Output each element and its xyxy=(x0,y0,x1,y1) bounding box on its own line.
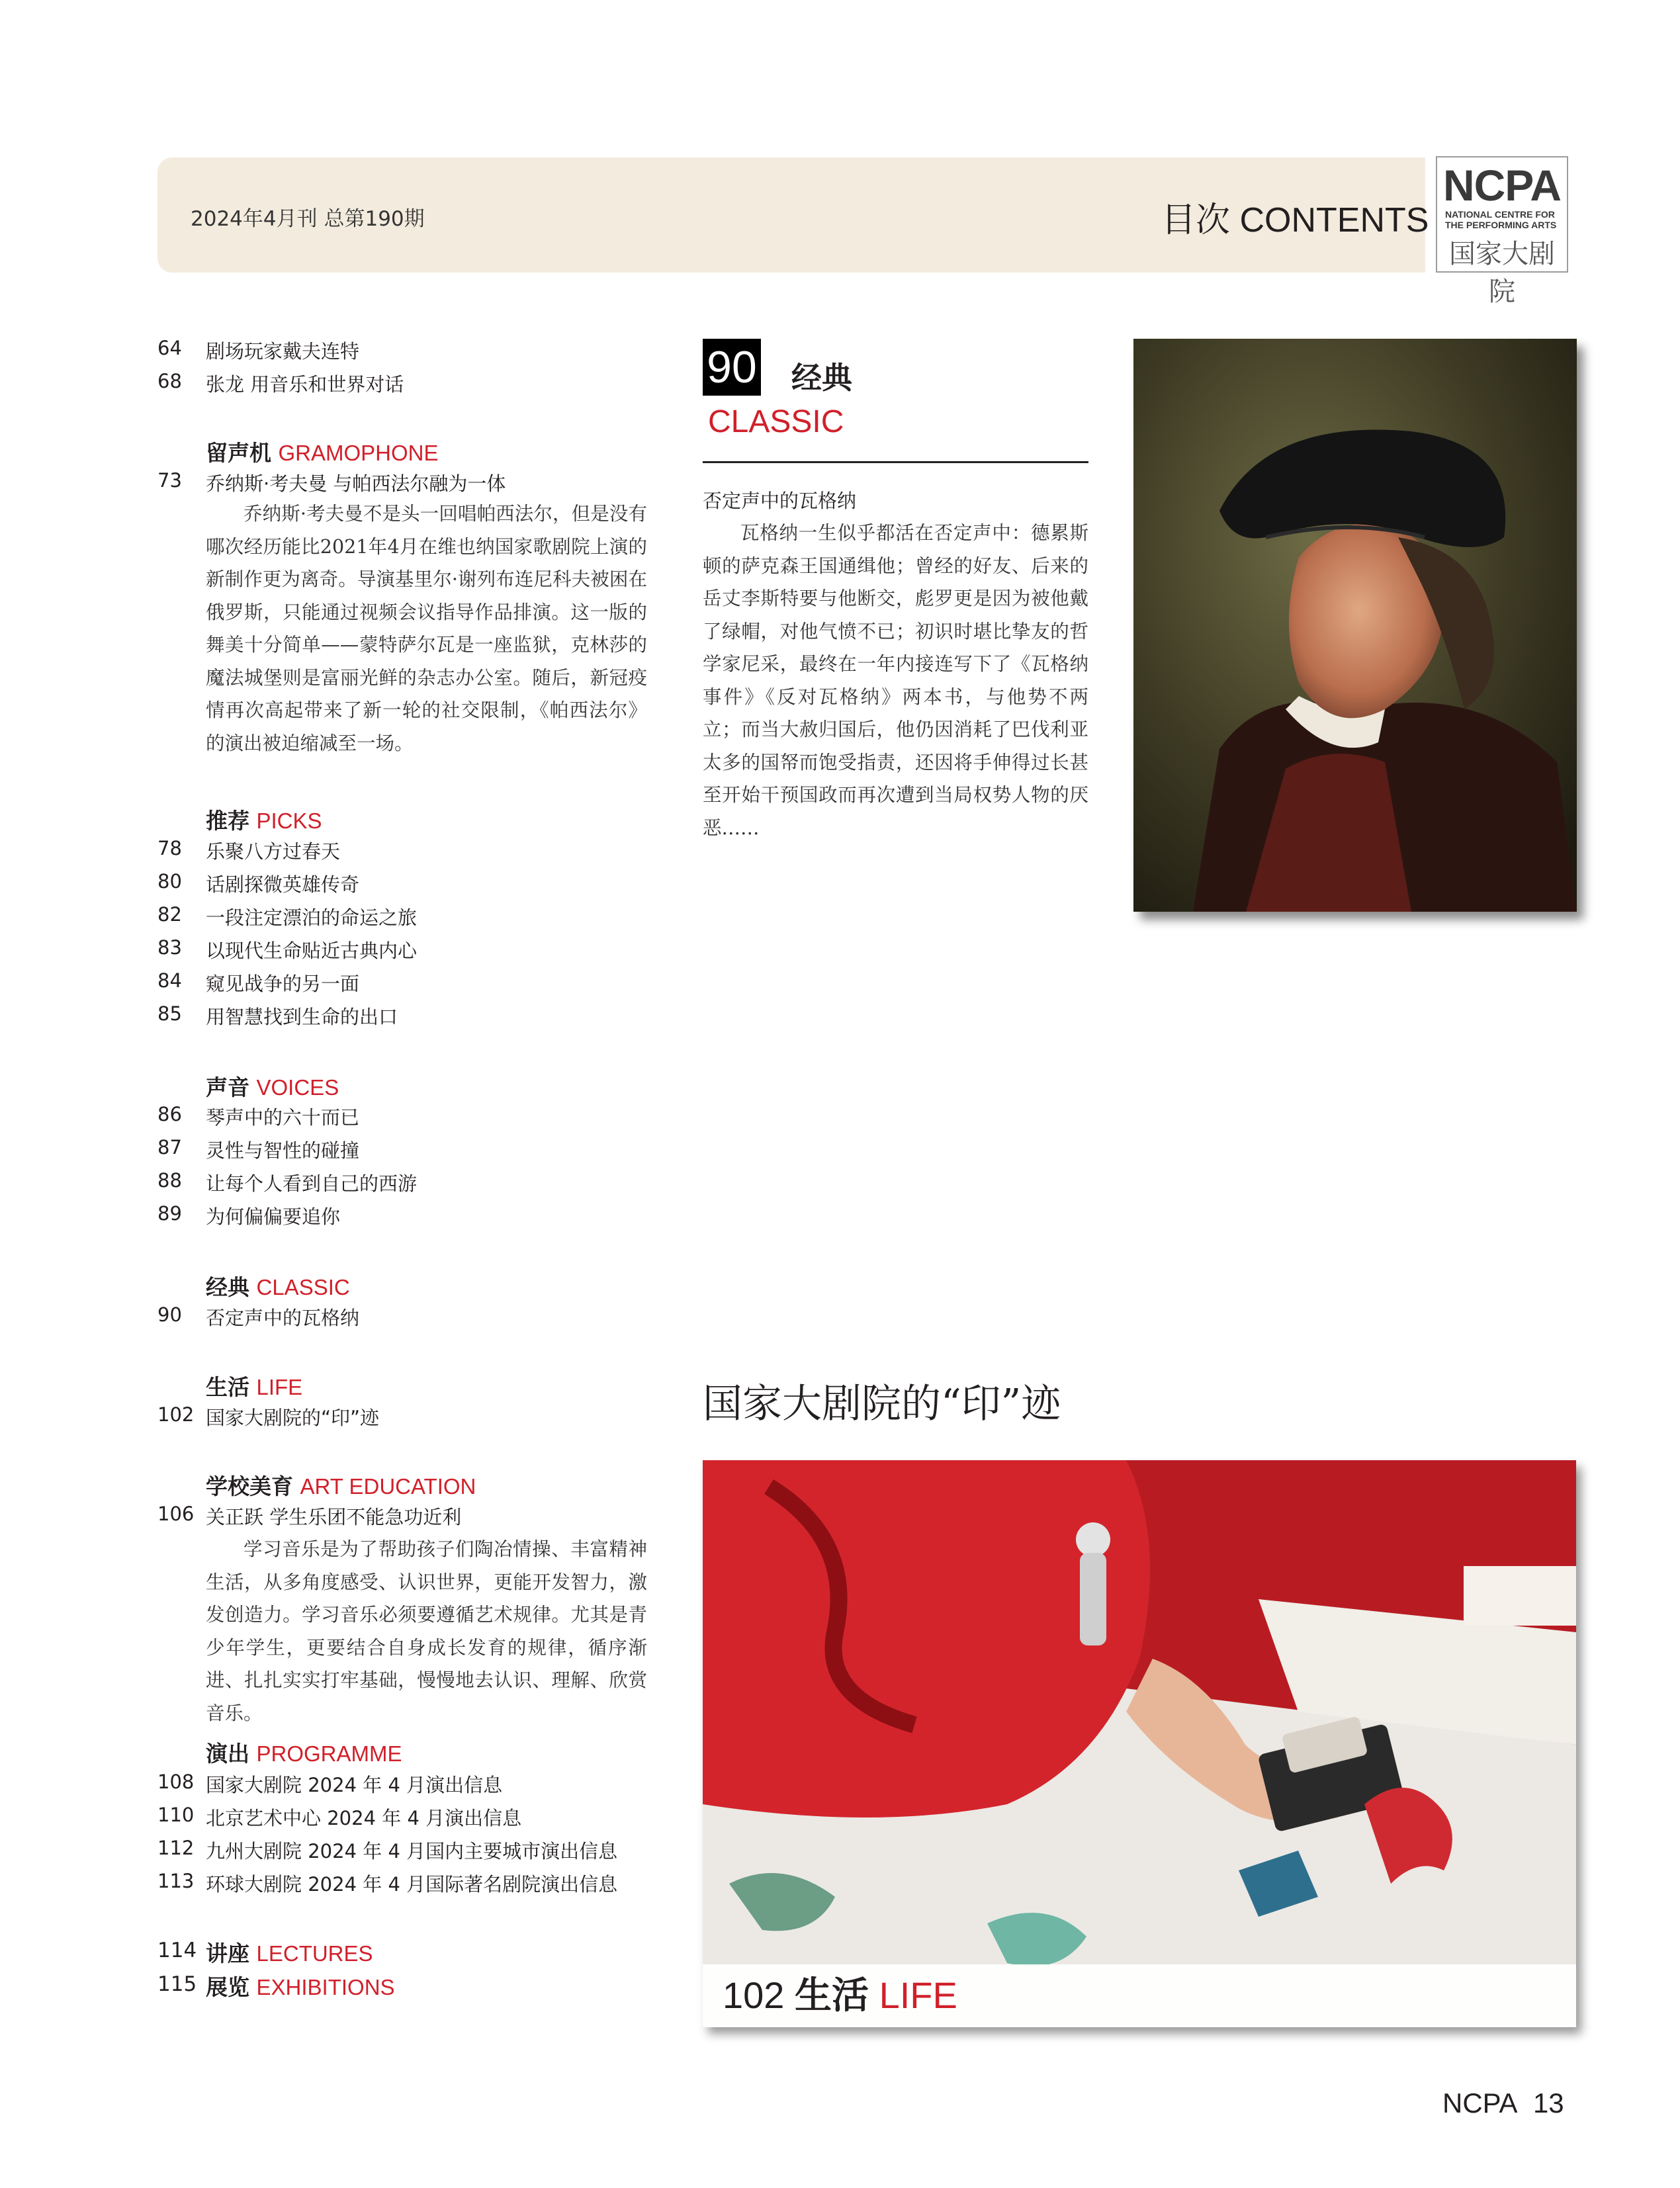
toc-entry[interactable]: 灵性与智性的碰撞 xyxy=(206,1139,360,1162)
section-heading-voices: 声音 VOICES xyxy=(206,1074,339,1100)
toc-entry[interactable]: 北京艺术中心 2024 年 4 月演出信息 xyxy=(206,1807,522,1829)
toc-number: 110 xyxy=(157,1804,195,1826)
feature-divider xyxy=(703,461,1088,463)
toc-number: 89 xyxy=(157,1202,182,1225)
feature-summary: 瓦格纳一生似乎都活在否定声中：德累斯顿的萨克森王国通缉他；曾经的好友、后来的岳丈李斯特要与他断交，彪罗更是因为被他戴了绿帽，对他气愤不已；初识时堪比挚友的哲学家尼采，最终在一年内接连写下了《瓦格纳事件》《反对瓦格纳》两本书，与他势不两立；而当大赦归国后，他仍因消耗了巴伐利亚太多的国帑而饱受指责，还因将手伸得过长甚至开始干预国政而再次遭到当局权势人物的厌恶…… xyxy=(703,522,1088,839)
logo-name-cn: 国家大剧院 xyxy=(1449,239,1555,307)
page-footer xyxy=(1442,2087,1564,2119)
toc-number: 106 xyxy=(157,1503,195,1525)
art-education-summary: 学习音乐是为了帮助孩子们陶冶情操、丰富精神生活，从多角度感受、认识世界，更能开发智力，激发创造力。学习音乐必须要遵循艺术规律。尤其是青少年学生，更要结合自身成长发育的规律，循序渐进、扎扎实实打牢基础，慢慢地去认识、理解、欣赏音乐。 xyxy=(206,1538,647,1724)
feature-section-en: CLASSIC xyxy=(708,404,844,439)
section-heading-programme: 演出 PROGRAMME xyxy=(206,1741,402,1767)
footer-brand: NCPA xyxy=(1442,2087,1517,2119)
logo-name-en: NATIONAL CENTRE FOR THE PERFORMING ARTS xyxy=(1445,209,1557,230)
toc-number: 64 xyxy=(157,337,182,359)
contents-title: 目次 CONTENTS xyxy=(1161,201,1429,240)
toc-entry[interactable]: 否定声中的瓦格纳 xyxy=(206,1307,360,1329)
gramophone-summary: 乔纳斯·考夫曼不是头一回唱帕西法尔，但是没有哪次经历能比2021年4月在维也纳国家歌剧院上演的新制作更为离奇。导演基里尔·谢列布连尼科夫被困在俄罗斯，只能通过视频会议指导作品排演。这一版的舞美十分简单——蒙特萨尔瓦是一座监狱，克林莎的魔法城堡则是富丽光鲜的杂志办公室。随后，新冠疫情再次高起带来了新一轮的社交限制，《帕西法尔》的演出被迫缩减至一场。 xyxy=(206,503,647,754)
toc-entry[interactable]: 国家大剧院的“印”迹 xyxy=(206,1407,380,1429)
toc-entry[interactable]: 话剧探微英雄传奇 xyxy=(206,873,360,896)
issue-info: 2024年4月刊 总第190期 xyxy=(191,207,425,231)
section-heading-classic: 经典 CLASSIC xyxy=(206,1274,350,1300)
toc-number: 115 xyxy=(157,1972,197,1996)
toc-number: 82 xyxy=(157,903,182,926)
toc-number: 87 xyxy=(157,1136,182,1159)
toc-entry[interactable]: 为何偏偏要追你 xyxy=(206,1205,341,1228)
toc-entry[interactable]: 关正跃 学生乐团不能急功近利 xyxy=(206,1506,462,1528)
section-heading-gramophone: 留声机 GRAMOPHONE xyxy=(206,440,439,466)
page-number: 13 xyxy=(1532,2087,1564,2119)
section-heading-exhibitions[interactable]: 展览 EXHIBITIONS xyxy=(206,1974,395,2000)
toc-number: 68 xyxy=(157,370,182,392)
toc-number: 112 xyxy=(157,1837,195,1859)
toc-entry[interactable]: 环球大剧院 2024 年 4 月国际著名剧院演出信息 xyxy=(206,1873,618,1896)
section-heading-art-education: 学校美育 ART EDUCATION xyxy=(206,1473,476,1499)
toc-number: 83 xyxy=(157,936,182,959)
toc-number: 88 xyxy=(157,1169,182,1192)
section-heading-lectures[interactable]: 讲座 LECTURES xyxy=(206,1941,373,1966)
toc-number: 85 xyxy=(157,1002,182,1025)
toc-number: 113 xyxy=(157,1870,195,1892)
stamping-photo-image xyxy=(703,1460,1576,2027)
toc-number: 78 xyxy=(157,837,182,859)
toc-number: 86 xyxy=(157,1103,182,1125)
photo-caption: 102 生活 LIFE xyxy=(723,1974,957,2016)
toc-entry[interactable]: 九州大剧院 2024 年 4 月国内主要城市演出信息 xyxy=(206,1840,618,1862)
feature-page-number: 90 xyxy=(703,339,761,396)
toc-entry[interactable]: 张龙 用音乐和世界对话 xyxy=(206,373,404,396)
toc-entry[interactable]: 乔纳斯·考夫曼 与帕西法尔融为一体 xyxy=(206,472,506,495)
toc-entry[interactable]: 国家大剧院 2024 年 4 月演出信息 xyxy=(206,1774,503,1796)
feature-article-title[interactable]: 否定声中的瓦格纳 xyxy=(703,490,857,512)
toc-number: 80 xyxy=(157,870,182,893)
toc-entry[interactable]: 用智慧找到生命的出口 xyxy=(206,1006,398,1028)
logo-abbr: NCPA xyxy=(1442,161,1562,210)
toc-number: 102 xyxy=(157,1403,195,1426)
toc-entry[interactable]: 乐聚八方过春天 xyxy=(206,840,341,863)
toc-entry[interactable]: 琴声中的六十而已 xyxy=(206,1106,360,1129)
toc-entry[interactable]: 一段注定漂泊的命运之旅 xyxy=(206,906,418,929)
wagner-portrait-image xyxy=(1133,339,1577,912)
toc-entry[interactable]: 让每个人看到自己的西游 xyxy=(206,1172,418,1195)
section-heading-life: 生活 LIFE xyxy=(206,1374,303,1400)
toc-number: 73 xyxy=(157,469,182,492)
toc-number: 108 xyxy=(157,1771,195,1793)
ncpa-logo xyxy=(1436,156,1568,307)
toc-entry[interactable]: 剧场玩家戴夫连特 xyxy=(206,340,360,363)
toc-entry[interactable]: 窥见战争的另一面 xyxy=(206,973,360,995)
section-heading-picks: 推荐 PICKS xyxy=(206,808,322,834)
feature-section-cn: 经典 xyxy=(791,360,852,396)
life-feature-title[interactable]: 国家大剧院的“印”迹 xyxy=(703,1381,1061,1427)
toc-entry[interactable]: 以现代生命贴近古典内心 xyxy=(206,940,418,962)
toc-number: 90 xyxy=(157,1303,182,1326)
toc-number: 114 xyxy=(157,1939,197,1962)
toc-number: 84 xyxy=(157,969,182,992)
